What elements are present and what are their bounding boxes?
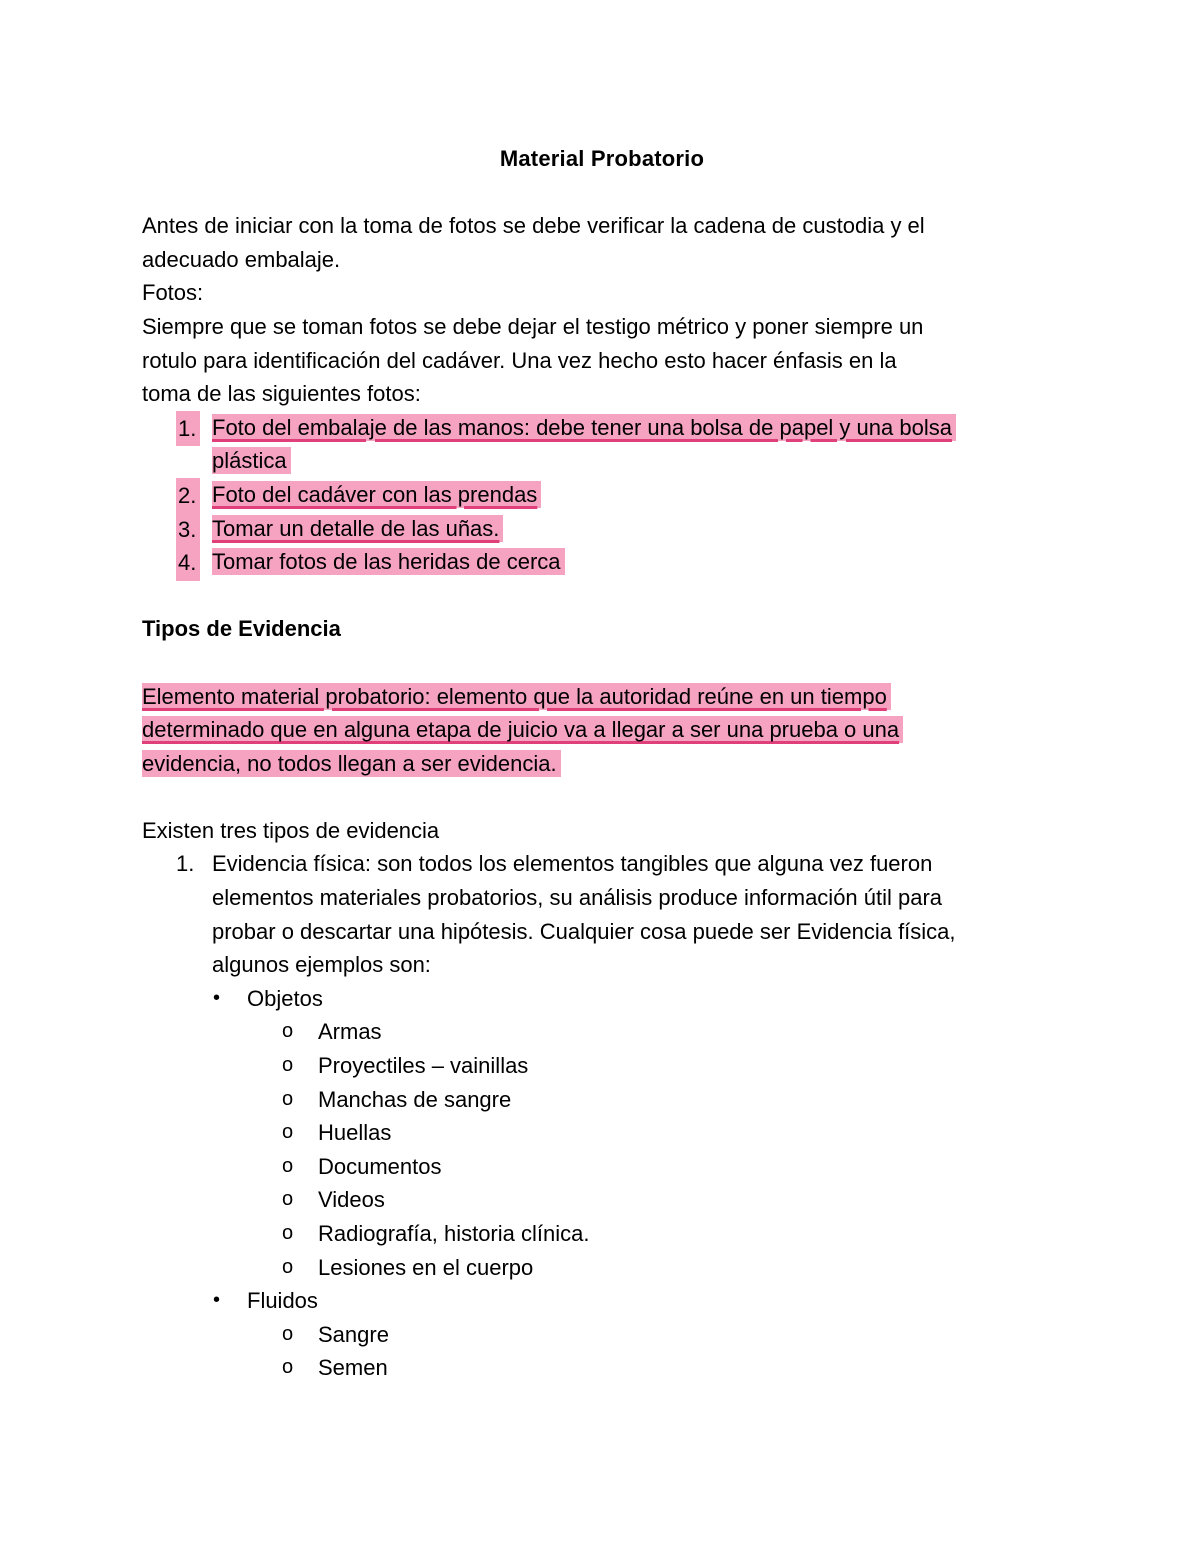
definition-text-1: Elemento material probatorio: elemento que la autoridad reúne en un tiempo	[142, 683, 891, 710]
photo-list-item-1	[142, 411, 1062, 478]
evidence-text-line: elementos materiales probatorios, su análisis produce información útil para	[212, 885, 943, 911]
sub-item-label: Semen	[318, 1355, 388, 1381]
sub-item-label: Huellas	[318, 1120, 392, 1146]
list-item-text: Foto del embalaje de las manos: debe tener una bolsa de papel y una bolsa	[212, 414, 956, 441]
intro-line-1: Antes de iniciar con la toma de fotos se debe verificar la cadena de custodia y el	[142, 213, 925, 239]
photo-list-item-4	[142, 545, 1062, 579]
list-number: 1.	[176, 851, 195, 877]
existen-line: Existen tres tipos de evidencia	[142, 817, 440, 843]
sub-item-label: Proyectiles – vainillas	[318, 1053, 529, 1079]
sub-item	[142, 1351, 1062, 1385]
circle-bullet-icon: o	[282, 1188, 294, 1211]
sub-item-label: Videos	[318, 1187, 385, 1213]
sub-item	[142, 1116, 1062, 1150]
circle-bullet-icon: o	[282, 1255, 294, 1278]
definition-text-2: determinado que en alguna etapa de juicio va a llegar a ser una prueba o una	[142, 716, 903, 743]
definition-line-1	[142, 680, 1062, 714]
intro-para-line-1: Siempre que se toman fotos se debe dejar el testigo métrico y poner siempre un	[142, 313, 924, 339]
sub-item	[142, 1083, 1062, 1117]
section-heading-tipos: Tipos de Evidencia	[142, 616, 341, 642]
circle-bullet-icon: o	[282, 1322, 294, 1345]
bullet-label: Fluidos	[247, 1288, 318, 1314]
circle-bullet-icon: o	[282, 1356, 294, 1379]
intro-line-2: adecuado embalaje.	[142, 246, 341, 272]
sub-item	[142, 1015, 1062, 1049]
photo-list	[142, 411, 1062, 579]
evidence-list	[142, 847, 1062, 981]
fotos-label: Fotos:	[142, 280, 204, 306]
photo-list-item-3	[142, 512, 1062, 546]
circle-bullet-icon: o	[282, 1154, 294, 1177]
blank-line	[142, 176, 1062, 210]
blank-line	[142, 780, 1062, 814]
definition-text-3: evidencia, no todos llegan a ser evidencia.	[142, 750, 561, 777]
sub-item	[142, 1318, 1062, 1352]
sub-item-label: Radiografía, historia clínica.	[318, 1221, 590, 1246]
blank-line	[142, 646, 1062, 680]
list-number: 3.	[176, 512, 200, 548]
evidence-text-line: algunos ejemplos son:	[212, 952, 431, 978]
document-body	[142, 142, 1062, 1385]
bullet-icon: •	[213, 1289, 221, 1312]
definition-line-3	[142, 747, 1062, 781]
bullet-item-fluidos	[142, 1284, 1062, 1318]
list-number: 1.	[176, 411, 200, 447]
bullet-icon: •	[213, 986, 221, 1009]
intro-para-line-2: rotulo para identificación del cadáver. Una vez hecho esto hacer énfasis en la	[142, 347, 897, 373]
sub-item	[142, 1049, 1062, 1083]
sub-item	[142, 1217, 1062, 1251]
sub-item-label: Sangre	[318, 1321, 389, 1347]
list-item-text: Foto del cadáver con las prendas	[212, 481, 541, 508]
circle-bullet-icon: o	[282, 1121, 294, 1144]
sub-item	[142, 1183, 1062, 1217]
blank-line	[142, 579, 1062, 613]
definition-line-2	[142, 713, 1062, 747]
list-item-text-continued: plástica	[212, 447, 291, 474]
evidence-text-line: probar o descartar una hipótesis. Cualquier cosa puede ser Evidencia física,	[212, 918, 956, 944]
intro-para-line-3: toma de las siguientes fotos:	[142, 381, 421, 407]
bullet-label: Objetos	[247, 985, 323, 1011]
sub-item-label: Armas	[318, 1019, 382, 1045]
list-number: 4.	[176, 545, 200, 581]
bullet-list	[142, 982, 1062, 1385]
sub-item-label: Lesiones en el cuerpo	[318, 1254, 534, 1280]
sub-item-label: Documentos	[318, 1153, 442, 1179]
circle-bullet-icon: o	[282, 1222, 294, 1244]
circle-bullet-icon: o	[282, 1020, 294, 1043]
list-item-text: Tomar un detalle de las uñas.	[212, 515, 503, 542]
document-title: Material Probatorio	[499, 146, 705, 171]
circle-bullet-icon: o	[282, 1054, 294, 1077]
list-number: 2.	[176, 478, 200, 514]
circle-bullet-icon: o	[282, 1087, 294, 1110]
sub-item-label: Manchas de sangre	[318, 1086, 512, 1112]
evidence-text-line: Evidencia física: son todos los elementos tangibles que alguna vez fueron	[212, 851, 933, 877]
sub-item	[142, 1150, 1062, 1184]
photo-list-item-2	[142, 478, 1062, 512]
list-item-text: Tomar fotos de las heridas de cerca	[212, 548, 565, 575]
evidence-list-item-1	[142, 847, 1062, 981]
bullet-item-objetos	[142, 982, 1062, 1016]
sub-item	[142, 1251, 1062, 1285]
